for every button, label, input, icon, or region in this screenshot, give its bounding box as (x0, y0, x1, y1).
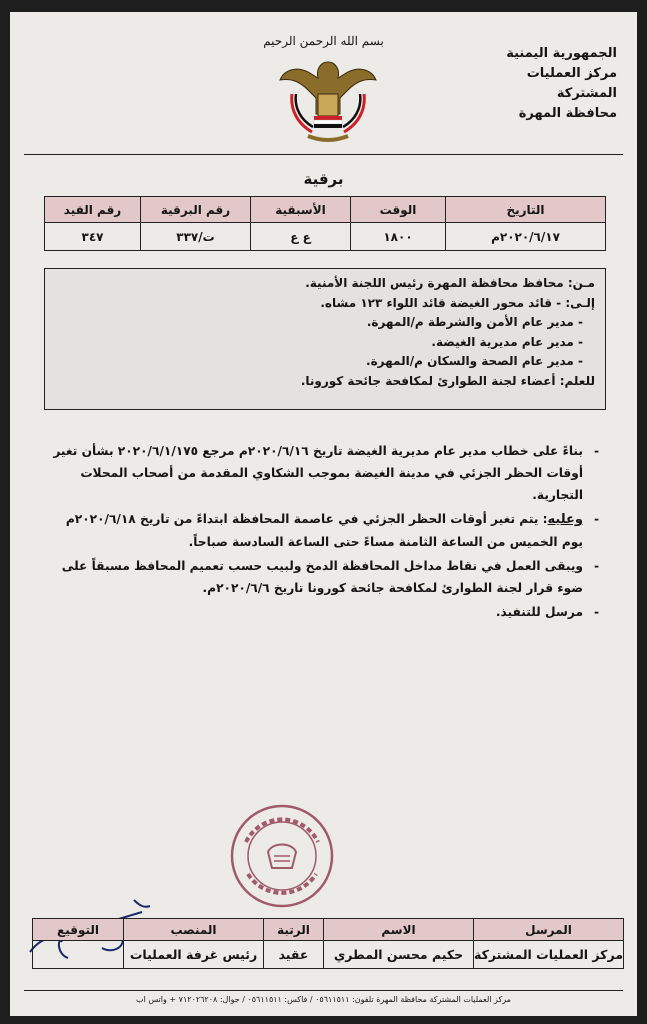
to-label: إلـى: (565, 295, 595, 310)
info-header-telegram-no: رقم البرقية (141, 197, 251, 223)
info-header-date: التاريخ (446, 197, 606, 223)
info-time: ١٨٠٠ (351, 223, 446, 251)
info-record-no: ٣٤٧ (45, 223, 141, 251)
sig-name: حكيم محسن المطري (324, 941, 474, 969)
footer-contact: مركز العمليات المشتركة محافظة المهرة تلفون: ٠٥٦١١٥١١ / فاكس: ٠٥٦١١٥١١ / جوال: ٧١٢٠٢٦٢٠٨ + واتس اب (24, 990, 623, 1004)
paragraph-text: مرسل للتنفيذ. (495, 605, 583, 619)
bullet-dash-icon: - (593, 605, 599, 619)
bullet-dash-icon: - (593, 444, 599, 458)
info-telegram-no: ت/٣٣٧ (141, 223, 251, 251)
info-header-priority: الأسبقية (251, 197, 351, 223)
paragraph-text: : يتم تغير أوقات الحظر الجزئي في عاصمة المحافظة ابتداءً من تاريخ ٢٠٢٠/٦/١٨م يوم الخميس من الساعة الثامنة مساءً حتى الساعة السادسة صباحاً. (65, 512, 583, 549)
body-paragraph (43, 601, 599, 623)
org-line-governorate: محافظة المهرة (518, 106, 617, 121)
to-list-item: - مدير عام الأمن والشرطة م/المهرة. (366, 315, 583, 329)
sig-signature (33, 941, 124, 969)
to-text: - قائد محور الغيضة قائد اللواء ١٢٣ مشاه. (320, 295, 562, 310)
paragraph-text: ويبقى العمل في نقاط مداخل المحافظة الدمخ ولبيب حسب تعميم المحافظ مسبقاً على ضوء قرار لجنة الطوارئ لمكافحة جائحة كورونا تاريخ ٢٠٢٠/٦/٦م. (61, 559, 583, 595)
addressing-box (44, 268, 606, 410)
paragraph-lead: وعليه (547, 512, 583, 527)
bullet-dash-icon: - (593, 559, 599, 573)
to-list-item: - مدير عام مديرية الغيضة. (431, 334, 583, 349)
sig-header-name: الاسم (324, 919, 474, 941)
info-priority: ع ع (251, 223, 351, 251)
paragraph-text: بناءً على خطاب مدير عام مديرية الغيضة تاريخ ٢٠٢٠/٦/١٦م مرجع ٢٠٢٠/٦/١/١٧٥ بشأن تغير أوقات الحظر الجزئي في مدينة الغيضة بموجب الشكاوي المقدمة من أصحاب المحلات التجارية. (53, 444, 583, 502)
signature-table (32, 918, 624, 969)
sig-header-rank: الرتبة (264, 919, 324, 941)
body-paragraph (43, 440, 599, 506)
yemen-eagle-emblem-icon (278, 54, 378, 146)
cc-label: للعلم: (559, 373, 595, 388)
info-header-row (45, 197, 606, 223)
body-paragraph (43, 508, 599, 553)
header-divider (24, 154, 623, 155)
to-line (55, 294, 595, 314)
bullet-dash-icon: - (593, 512, 599, 526)
to-list-item: - مدير عام الصحة والسكان م/المهرة. (366, 354, 583, 368)
sig-rank: عقيد (264, 941, 324, 969)
from-text: محافظ محافظة المهرة رئيس اللجنة الأمنية. (305, 276, 564, 290)
document-page (10, 12, 637, 1016)
bismillah-text: بسم الله الرحمن الرحيم (263, 34, 384, 48)
cc-line (55, 372, 595, 392)
telegram-body (43, 440, 599, 625)
official-stamp-icon (228, 802, 336, 910)
from-label: مـن: (567, 276, 595, 290)
info-value-row (45, 223, 606, 251)
body-paragraph (43, 555, 599, 599)
sig-sender: مركز العمليات المشتركة (474, 941, 624, 969)
document-title: برقية (303, 170, 344, 188)
from-line (55, 274, 595, 294)
info-date: ٢٠٢٠/٦/١٧م (446, 223, 606, 251)
signature-header-row (33, 919, 624, 941)
sig-header-signature: التوقيع (33, 919, 124, 941)
info-header-time: الوقت (351, 197, 446, 223)
sig-header-sender: المرسل (474, 919, 624, 941)
info-header-record-no: رقم القيد (45, 197, 141, 223)
cc-text: أعضاء لجنة الطوارئ لمكافحة جائحة كورونا. (300, 373, 556, 388)
sig-position: رئيس غرفة العمليات (124, 941, 264, 969)
telegram-info-table (44, 196, 606, 251)
sig-header-position: المنصب (124, 919, 264, 941)
signature-value-row (33, 941, 624, 969)
letterhead-org (467, 44, 617, 124)
org-line-center: مركز العمليات المشتركة (526, 66, 617, 101)
org-line-country: الجمهورية اليمنية (506, 46, 617, 61)
